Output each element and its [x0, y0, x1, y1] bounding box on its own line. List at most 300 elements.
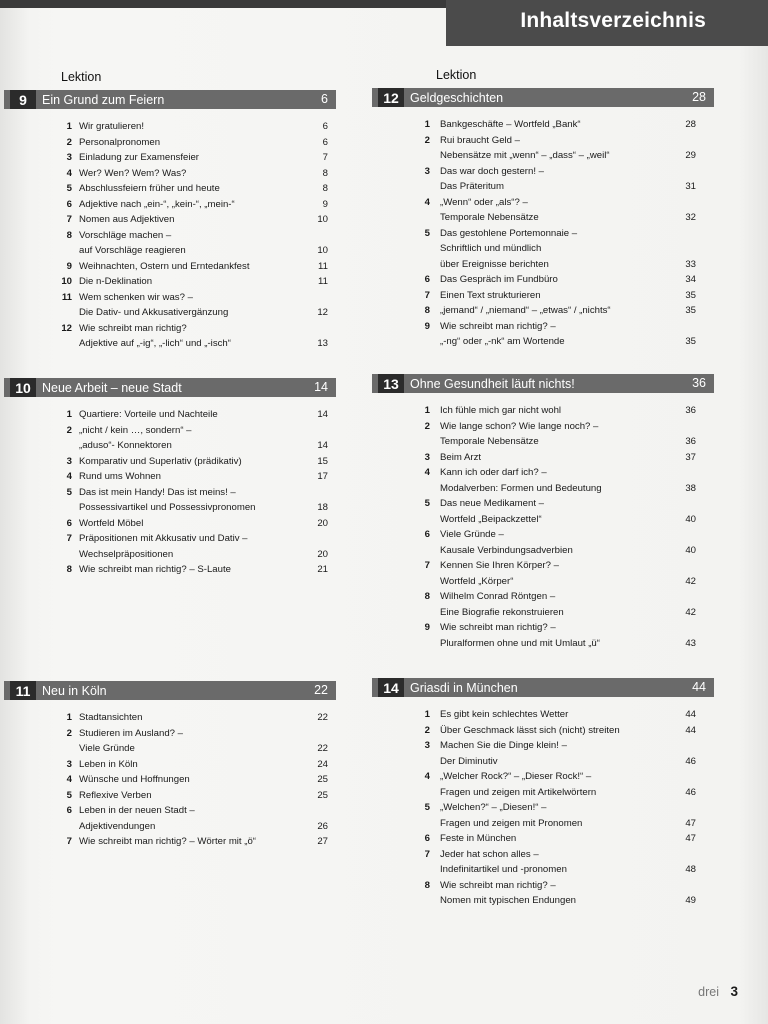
entry-number: 8 [424, 305, 430, 316]
entry-page: 25 [317, 789, 328, 801]
entry-number: 4 [66, 167, 72, 179]
entry-number: 1 [66, 121, 72, 132]
entry-number: 5 [424, 227, 430, 239]
toc-entry [372, 847, 714, 863]
entry-page: 44 [685, 709, 696, 720]
toc-entry [372, 527, 714, 543]
entry-number: 6 [424, 274, 430, 285]
entry-title: Viele Gründe [79, 743, 135, 754]
entry-title: Wie schreibt man richtig? – S-Laute [79, 564, 231, 575]
toc-entry [372, 496, 714, 512]
toc-entry [372, 164, 714, 180]
entry-title: Adjektive auf „-ig“, „-lich“ und „-isch“ [79, 338, 231, 349]
entry-page: 20 [317, 517, 328, 529]
entry-number: 5 [66, 789, 72, 801]
entry-title: Wie schreibt man richtig? – Wörter mit „ö“ [79, 836, 256, 847]
entry-title: Die n-Deklination [79, 276, 153, 287]
toc-entry [4, 336, 336, 352]
entry-page: 28 [685, 119, 696, 130]
entry-page: 38 [685, 482, 696, 494]
toc-entry [4, 819, 336, 835]
entry-number: 10 [61, 276, 72, 287]
entry-page: 9 [322, 198, 328, 210]
toc-entry [4, 469, 336, 485]
entry-number: 5 [424, 802, 430, 813]
toc-entry [372, 769, 714, 785]
toc-entry [372, 574, 714, 590]
entry-number: 4 [424, 467, 430, 478]
entry-title: „Welchen?“ – „Diesen!“ – [440, 802, 547, 813]
entry-number: 4 [66, 471, 72, 482]
lesson-item-list [372, 707, 714, 909]
entry-title: Nomen aus Adjektiven [79, 214, 175, 225]
toc-entry [372, 862, 714, 878]
toc-entry [372, 831, 714, 847]
entry-title: Wie lange schon? Wie lange noch? – [440, 420, 599, 432]
entry-page: 29 [685, 150, 696, 161]
entry-page: 6 [322, 121, 328, 132]
toc-entry [4, 423, 336, 439]
entry-title: Reflexive Verben [79, 789, 152, 801]
footer-page-word: drei [698, 985, 719, 999]
entry-title: Rund ums Wohnen [79, 471, 161, 482]
entry-page: 37 [685, 451, 696, 463]
entry-title: Leben in Köln [79, 758, 138, 770]
entry-title: Indefinitartikel und -pronomen [440, 864, 567, 875]
entry-page: 6 [322, 136, 328, 148]
lektion-label-left: Lektion [61, 70, 102, 84]
toc-entry [372, 133, 714, 149]
entry-title: „aduso“- Konnektoren [79, 440, 172, 451]
lesson-item-list [4, 407, 336, 578]
footer-page-number: 3 [730, 984, 738, 999]
entry-page: 35 [685, 289, 696, 301]
toc-entry [4, 531, 336, 547]
lesson-header-bar [372, 374, 714, 393]
entry-page: 32 [685, 212, 696, 223]
lesson-page: 44 [692, 680, 706, 694]
entry-title: Temporale Nebensätze [440, 436, 539, 447]
lesson-title: Ohne Gesundheit läuft nichts! [410, 376, 575, 391]
entry-title: Wortfeld Möbel [79, 517, 144, 529]
entry-title: Wie schreibt man richtig? – [440, 879, 556, 891]
entry-title: „jemand“ / „niemand“ – „etwas“ / „nichts“ [440, 305, 611, 316]
entry-page: 26 [317, 820, 328, 832]
lesson-header-bar [4, 90, 336, 109]
toc-entry [4, 500, 336, 516]
entry-page: 35 [685, 305, 696, 316]
toc-entry [4, 259, 336, 275]
entry-number: 3 [424, 740, 430, 751]
entry-page: 13 [317, 338, 328, 349]
entry-title: Possessivartikel und Possessivpronomen [79, 502, 256, 513]
entry-number: 6 [424, 529, 430, 540]
toc-entry [4, 741, 336, 757]
entry-number: 6 [66, 198, 72, 210]
entry-page: 10 [317, 245, 328, 256]
lesson-item-list [372, 117, 714, 350]
lesson-title: Neue Arbeit – neue Stadt [42, 380, 182, 395]
entry-title: Eine Biografie rekonstruieren [440, 606, 564, 618]
toc-entry [372, 434, 714, 450]
entry-number: 9 [424, 320, 430, 332]
entry-number: 2 [66, 727, 72, 739]
toc-entry [372, 288, 714, 304]
entry-number: 7 [66, 836, 72, 847]
page-title: Inhaltsverzeichnis [520, 9, 706, 32]
entry-title: Abschlussfeiern früher und heute [79, 183, 220, 194]
entry-number: 2 [424, 724, 430, 736]
lesson-page: 28 [692, 90, 706, 104]
entry-page: 42 [685, 575, 696, 587]
entry-title: Wortfeld „Körper“ [440, 575, 514, 587]
entry-page: 10 [317, 214, 328, 225]
entry-number: 2 [66, 136, 72, 148]
toc-entry [4, 547, 336, 563]
entry-number: 6 [66, 517, 72, 529]
toc-entry [372, 785, 714, 801]
entry-number: 2 [424, 420, 430, 432]
toc-entry [372, 226, 714, 242]
toc-entry [372, 512, 714, 528]
toc-entry [4, 788, 336, 804]
toc-entry [372, 257, 714, 273]
lesson-number: 13 [378, 374, 404, 393]
entry-title: Einladung zur Examensfeier [79, 152, 199, 163]
entry-title: „Wenn“ oder „als“? – [440, 196, 528, 208]
lesson-9-section [4, 90, 336, 352]
entry-title: Stadtansichten [79, 712, 143, 723]
entry-page: 47 [685, 817, 696, 829]
toc-entry [4, 757, 336, 773]
toc-entry [4, 305, 336, 321]
toc-entry [372, 893, 714, 909]
toc-entry [372, 589, 714, 605]
entry-page: 11 [318, 260, 328, 272]
entry-number: 12 [61, 322, 72, 334]
toc-entry [4, 243, 336, 259]
entry-title: Wie schreibt man richtig? – [440, 622, 556, 633]
entry-title: „Welcher Rock?“ – „Dieser Rock!“ – [440, 771, 592, 782]
entry-title: Das Gespräch im Fundbüro [440, 274, 558, 285]
entry-title: Studieren im Ausland? – [79, 727, 183, 739]
entry-number: 3 [66, 152, 72, 163]
lesson-page: 14 [314, 380, 328, 394]
toc-entry [372, 636, 714, 652]
lesson-item-list [372, 403, 714, 651]
entry-title: Ich fühle mich gar nicht wohl [440, 405, 562, 416]
entry-title: Feste in München [440, 833, 517, 844]
toc-entry [372, 465, 714, 481]
entry-number: 6 [66, 805, 72, 816]
entry-number: 3 [66, 758, 72, 770]
entry-number: 4 [424, 771, 430, 782]
entry-title: auf Vorschläge reagieren [79, 245, 186, 256]
entry-title: Rui braucht Geld – [440, 134, 520, 146]
lesson-title: Neu in Köln [42, 683, 107, 698]
lesson-number: 12 [378, 88, 404, 107]
lesson-item-list [4, 119, 336, 352]
toc-entry [4, 119, 336, 135]
toc-entry [372, 754, 714, 770]
toc-entry [372, 605, 714, 621]
entry-number: 7 [424, 560, 430, 571]
entry-page: 11 [318, 276, 328, 287]
toc-entry [372, 179, 714, 195]
lesson-page: 6 [321, 92, 328, 106]
toc-entry [4, 454, 336, 470]
entry-number: 11 [61, 291, 72, 303]
toc-entry [4, 710, 336, 726]
lesson-header-bar [4, 681, 336, 700]
entry-title: Wer? Wen? Wem? Was? [79, 167, 187, 179]
lesson-number: 14 [378, 678, 404, 697]
lesson-title: Griasdi in München [410, 680, 518, 695]
toc-entry [4, 197, 336, 213]
entry-page: 8 [322, 167, 328, 179]
entry-page: 22 [317, 712, 328, 723]
lesson-header-bar [372, 88, 714, 107]
entry-page: 20 [317, 548, 328, 560]
entry-number: 7 [66, 214, 72, 225]
toc-entry [4, 562, 336, 578]
toc-entry [4, 803, 336, 819]
lektion-label-right: Lektion [436, 68, 477, 82]
toc-entry [4, 150, 336, 166]
entry-number: 7 [424, 289, 430, 301]
toc-entry [4, 726, 336, 742]
toc-entry [372, 450, 714, 466]
lesson-header-bar [372, 678, 714, 697]
entry-page: 46 [685, 755, 696, 767]
lesson-11-section [4, 681, 336, 850]
entry-page: 12 [317, 307, 328, 318]
entry-title: Nomen mit typischen Endungen [440, 895, 576, 906]
toc-entry [372, 117, 714, 133]
entry-number: 5 [424, 498, 430, 509]
toc-entry [372, 272, 714, 288]
toc-entry [372, 543, 714, 559]
entry-page: 27 [317, 836, 328, 847]
entry-title: Das war doch gestern! – [440, 165, 544, 177]
entry-number: 8 [66, 564, 72, 575]
entry-page: 8 [322, 183, 328, 194]
entry-page: 44 [685, 724, 696, 736]
entry-page: 35 [685, 336, 696, 347]
entry-number: 3 [66, 455, 72, 467]
entry-page: 7 [322, 152, 328, 163]
entry-page: 48 [685, 864, 696, 875]
entry-number: 8 [424, 879, 430, 891]
toc-entry [4, 290, 336, 306]
entry-title: Komparativ und Superlativ (prädikativ) [79, 455, 242, 467]
toc-entry [372, 878, 714, 894]
entry-number: 1 [66, 409, 72, 420]
lesson-12-section [372, 88, 714, 350]
lesson-item-list [4, 710, 336, 850]
entry-number: 3 [424, 165, 430, 177]
entry-title: Das neue Medikament – [440, 498, 544, 509]
toc-entry [372, 707, 714, 723]
lesson-title: Geldgeschichten [410, 90, 504, 105]
toc-entry [4, 166, 336, 182]
entry-page: 40 [685, 513, 696, 525]
page-footer [698, 984, 738, 999]
entry-page: 36 [685, 405, 696, 416]
entry-page: 34 [685, 274, 696, 285]
toc-entry [372, 303, 714, 319]
toc-entry [372, 723, 714, 739]
entry-title: Adjektive nach „ein-“, „kein-“, „mein-“ [79, 198, 235, 210]
toc-entry [4, 212, 336, 228]
entry-page: 49 [685, 895, 696, 906]
toc-entry [4, 135, 336, 151]
toc-entry [372, 800, 714, 816]
lesson-page: 36 [692, 376, 706, 390]
toc-entry [372, 210, 714, 226]
entry-page: 40 [685, 544, 696, 556]
lesson-title: Ein Grund zum Feiern [42, 92, 165, 107]
entry-page: 14 [317, 440, 328, 451]
toc-entry [4, 181, 336, 197]
entry-title: Adjektivendungen [79, 820, 156, 832]
toc-entry [372, 816, 714, 832]
toc-entry [4, 228, 336, 244]
toc-entry [372, 319, 714, 335]
entry-title: Wünsche und Hoffnungen [79, 774, 190, 785]
entry-title: Machen Sie die Dinge klein! – [440, 740, 567, 751]
entry-title: Bankgeschäfte – Wortfeld „Bank“ [440, 119, 581, 130]
toc-entry [372, 558, 714, 574]
entry-number: 1 [424, 709, 430, 720]
toc-entry [4, 772, 336, 788]
entry-title: Kennen Sie Ihren Körper? – [440, 560, 559, 571]
toc-entry [372, 195, 714, 211]
entry-number: 7 [424, 848, 430, 860]
entry-number: 5 [66, 486, 72, 498]
toc-entry [372, 241, 714, 257]
lesson-number: 10 [10, 378, 36, 397]
toc-entry [4, 274, 336, 290]
toc-entry [372, 148, 714, 164]
entry-title: Pluralformen ohne und mit Umlaut „ü“ [440, 637, 600, 649]
entry-number: 2 [424, 134, 430, 146]
entry-page: 18 [317, 502, 328, 513]
entry-title: Wie schreibt man richtig? [79, 322, 187, 334]
entry-number: 1 [66, 712, 72, 723]
entry-title: über Ereignisse berichten [440, 258, 549, 270]
entry-page: 14 [317, 409, 328, 420]
toc-entry [372, 419, 714, 435]
entry-title: Weihnachten, Ostern und Erntedankfest [79, 260, 250, 272]
entry-title: Das Präteritum [440, 181, 504, 192]
entry-page: 31 [685, 181, 696, 192]
entry-number: 4 [424, 196, 430, 208]
entry-title: Viele Gründe – [440, 529, 504, 540]
entry-title: Einen Text strukturieren [440, 289, 541, 301]
lesson-number: 11 [10, 681, 36, 700]
entry-title: Kann ich oder darf ich? – [440, 467, 547, 478]
entry-title: Wechselpräpositionen [79, 548, 174, 560]
entry-title: Wir gratulieren! [79, 121, 145, 132]
entry-page: 36 [685, 436, 696, 447]
lesson-10-section [4, 378, 336, 578]
entry-number: 1 [424, 119, 430, 130]
toc-entry [4, 516, 336, 532]
lesson-page: 22 [314, 683, 328, 697]
entry-title: Schriftlich und mündlich [440, 243, 542, 254]
entry-title: Der Diminutiv [440, 755, 498, 767]
entry-title: Das gestohlene Portemonnaie – [440, 227, 578, 239]
entry-title: Nebensätze mit „wenn“ – „dass“ – „weil“ [440, 150, 610, 161]
lesson-number: 9 [10, 90, 36, 109]
entry-number: 3 [424, 451, 430, 463]
lesson-14-section [372, 678, 714, 909]
entry-title: Fragen und zeigen mit Artikelwörtern [440, 786, 597, 798]
entry-number: 8 [424, 591, 430, 602]
entry-number: 9 [424, 622, 430, 633]
entry-page: 33 [685, 258, 696, 270]
entry-title: Das ist mein Handy! Das ist meins! – [79, 486, 236, 498]
entry-number: 1 [424, 405, 430, 416]
entry-number: 5 [66, 183, 72, 194]
toc-entry [372, 334, 714, 350]
entry-page: 17 [317, 471, 328, 482]
lesson-13-section [372, 374, 714, 651]
entry-title: Präpositionen mit Akkusativ und Dativ – [79, 533, 248, 544]
toc-entry [372, 738, 714, 754]
toc-entry [4, 321, 336, 337]
entry-page: 22 [317, 743, 328, 754]
entry-page: 47 [685, 833, 696, 844]
entry-title: Vorschläge machen – [79, 229, 172, 241]
entry-title: Temporale Nebensätze [440, 212, 539, 223]
entry-title: Personalpronomen [79, 136, 161, 148]
entry-title: Kausale Verbindungsadverbien [440, 544, 573, 556]
entry-title: Wie schreibt man richtig? – [440, 320, 556, 332]
entry-title: „-ng“ oder „-nk“ am Wortende [440, 336, 565, 347]
entry-page: 15 [317, 455, 328, 467]
entry-page: 46 [685, 786, 696, 798]
entry-title: Modalverben: Formen und Bedeutung [440, 482, 602, 494]
entry-title: Wem schenken wir was? – [79, 291, 193, 303]
lesson-header-bar [4, 378, 336, 397]
toc-entry [4, 485, 336, 501]
toc-entry [372, 481, 714, 497]
toc-entry [4, 438, 336, 454]
entry-page: 21 [317, 564, 328, 575]
entry-number: 4 [66, 774, 72, 785]
entry-title: Quartiere: Vorteile und Nachteile [79, 409, 218, 420]
entry-number: 2 [66, 424, 72, 436]
entry-page: 24 [317, 758, 328, 770]
entry-title: Wilhelm Conrad Röntgen – [440, 591, 556, 602]
entry-title: Jeder hat schon alles – [440, 848, 539, 860]
entry-number: 7 [66, 533, 72, 544]
toc-entry [372, 403, 714, 419]
entry-page: 25 [317, 774, 328, 785]
title-bar [446, 0, 768, 46]
entry-title: Über Geschmack lässt sich (nicht) streiten [440, 724, 620, 736]
entry-number: 8 [66, 229, 72, 241]
toc-entry [372, 620, 714, 636]
entry-title: Wortfeld „Beipackzettel“ [440, 513, 542, 525]
entry-title: „nicht / kein …, sondern“ – [79, 424, 192, 436]
toc-entry [4, 834, 336, 850]
entry-page: 42 [685, 606, 696, 618]
entry-title: Es gibt kein schlechtes Wetter [440, 709, 569, 720]
toc-entry [4, 407, 336, 423]
